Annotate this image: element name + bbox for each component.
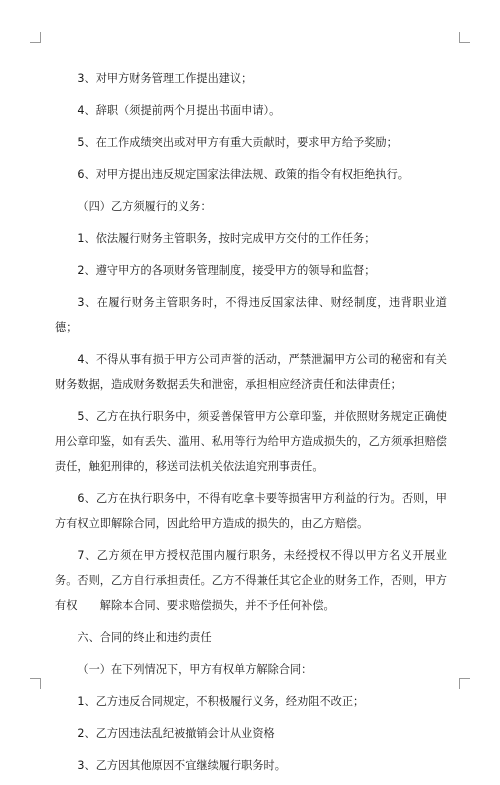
- crop-mark-bottom-right: [459, 678, 470, 689]
- document-body: [55, 66, 447, 785]
- paragraph: 6、乙方在执行职务中，不得有吃拿卡要等损害甲方利益的行为。否则，甲方有权立即解除合同，因此给甲方造成的损失的，由乙方赔偿。: [55, 492, 447, 530]
- section-heading: （四）乙方须履行的义务：: [77, 200, 212, 213]
- paragraph: 2、乙方因违法乱纪被撤销会计从业资格: [77, 727, 275, 740]
- paragraph: 5、乙方在执行职务中，须妥善保管甲方公章印鉴，并依照财务规定正确使用公章印鉴，如有丢失、滥用、私用等行为给甲方造成损失的，乙方须承担赔偿责任，触犯刑律的，移送司法机关依法追究刑事责任。: [55, 410, 447, 473]
- crop-mark-top-left: [30, 32, 41, 43]
- crop-mark-top-right: [459, 32, 470, 43]
- paragraph: 6、对甲方提出违反规定国家法律法规、政策的指令有权拒绝执行。: [77, 168, 409, 181]
- paragraph: 7、乙方须在甲方授权范围内履行职务，未经授权不得以甲方名义开展业务。否则，乙方自行承担责任。乙方不得兼任其它企业的财务工作，否则，甲方有权 解除本合同、要求赔偿损失，并不予任何补偿。: [55, 549, 447, 612]
- paragraph: 1、依法履行财务主管职务，按时完成甲方交付的工作任务；: [77, 232, 376, 245]
- section-heading: 六、合同的终止和违约责任: [77, 631, 212, 644]
- crop-mark-bottom-left: [30, 678, 41, 689]
- paragraph: 5、在工作成绩突出或对甲方有重大贡献时，要求甲方给予奖励；: [77, 136, 398, 149]
- paragraph: 1、乙方违反合同规定，不积极履行义务，经劝阻不改正；: [77, 695, 365, 708]
- paragraph: 4、不得从事有损于甲方公司声誉的活动，严禁泄漏甲方公司的秘密和有关财务数据，造成财务数据丢失和泄密，承担相应经济责任和法律责任；: [55, 353, 447, 391]
- paragraph: 3、在履行财务主管职务时，不得违反国家法律、财经制度，违背职业道德；: [55, 296, 447, 334]
- paragraph: 3、乙方因其他原因不宜继续履行职务时。: [77, 759, 286, 772]
- paragraph: 3、对甲方财务管理工作提出建议；: [77, 72, 253, 85]
- subsection-heading: （一）在下列情况下，甲方有权单方解除合同：: [77, 663, 313, 676]
- paragraph: 2、遵守甲方的各项财务管理制度，接受甲方的领导和监督；: [77, 264, 376, 277]
- paragraph: 4、辞职（须提前两个月提出书面申请）。: [77, 104, 281, 117]
